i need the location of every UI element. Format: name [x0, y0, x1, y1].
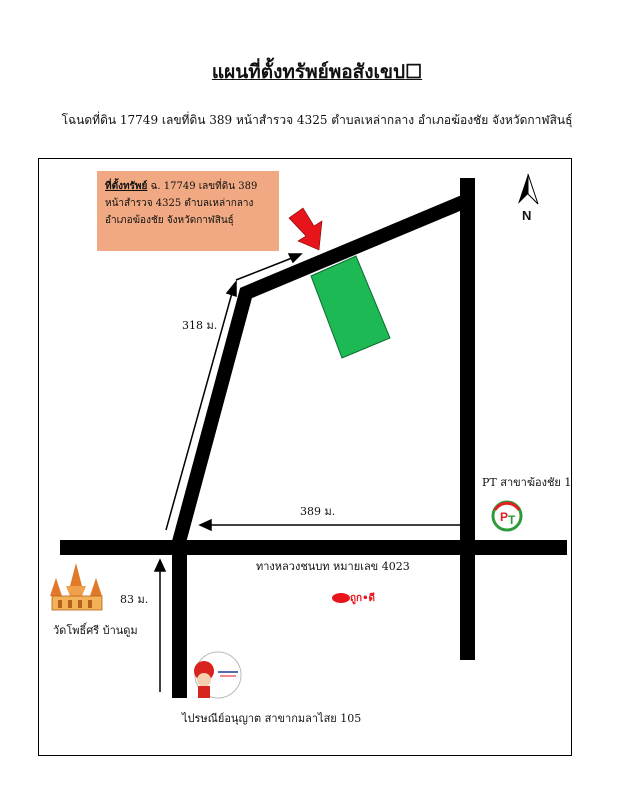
property-box-line3: อำเภอฆ้องชัย จังหวัดกาฬสินธุ์	[105, 215, 234, 226]
temple-label: วัดโพธิ์ศรี บ้านดูม	[53, 624, 138, 637]
temple-icon	[50, 563, 102, 610]
pt-station-label: PT สาขาฆ้องชัย 1	[482, 476, 572, 489]
property-box-line2: หน้าสำรวจ 4325 ตำบลเหล่ากลาง	[105, 198, 254, 209]
property-parcel	[311, 256, 390, 358]
highway-road	[60, 540, 567, 555]
location-marker-icon	[289, 208, 322, 250]
map-title-text: แผนที่ตั้งทรัพย์พอสังเขป	[211, 61, 406, 83]
access-road	[179, 200, 468, 542]
south-vertical-road	[172, 540, 187, 698]
shop-logo-label: ถูก•ดี	[350, 593, 375, 604]
highway-label: ทางหลวงชนบท หมายเลข 4023	[256, 560, 410, 573]
east-vertical-road	[460, 178, 475, 660]
map-title-mark: ☐	[405, 61, 423, 83]
north-arrow-icon	[518, 174, 538, 204]
distance-318-label: 318 ม.	[182, 319, 218, 332]
distance-389-label: 389 ม.	[300, 505, 336, 518]
distance-83-label: 83 ม.	[120, 593, 149, 606]
property-box-heading: ที่ตั้งทรัพย์	[105, 181, 148, 192]
post-office-icon	[194, 652, 241, 698]
north-label: N	[522, 208, 532, 223]
property-info-box	[97, 171, 279, 251]
shop-logo-icon	[332, 593, 350, 603]
route-arrow-83	[155, 560, 165, 692]
deed-subtitle: โฉนดที่ดิน 17749 เลขที่ดิน 389 หน้าสำรวจ 4325 ตำบลเหล่ากลาง อำเภอฆ้องชัย จังหวัดกาฬสินธุ์	[61, 113, 573, 127]
svg-text:P: P	[500, 510, 509, 524]
route-arrow-389	[200, 520, 470, 530]
property-box-line1: ฉ. 17749 เลขที่ดิน 389	[150, 181, 258, 192]
post-office-label: ไปรษณีย์อนุญาต สาขากมลาไสย 105	[182, 712, 362, 725]
map-title	[0, 57, 634, 87]
pt-logo-icon	[493, 502, 521, 530]
svg-text:T: T	[508, 513, 516, 527]
